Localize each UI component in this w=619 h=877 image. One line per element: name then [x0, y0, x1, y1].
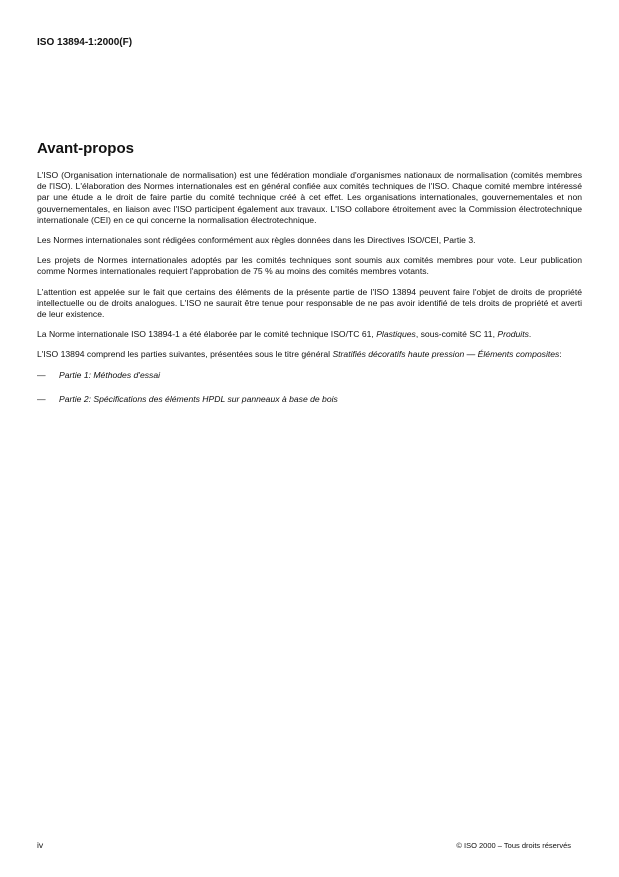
parts-intro-colon: : — [559, 349, 562, 360]
part-label: Partie 2: Spécifications des éléments HPDL sur panneaux à base de bois — [59, 393, 338, 404]
section-title: Avant-propos — [37, 140, 134, 157]
list-item — [37, 394, 582, 405]
committee-text-2: , sous-comité SC 11, — [415, 329, 498, 340]
paragraph-parts-intro — [37, 349, 582, 360]
paragraph-committee — [37, 329, 582, 340]
dash-bullet-icon: — — [37, 369, 46, 380]
general-title: Stratifiés décoratifs haute pression — Éléments composites — [332, 349, 560, 360]
paragraph-patent-rights: L'attention est appelée sur le fait que certains des éléments de la présente partie de l'ISO 13894 peuvent faire l'objet de droits de propriété intellectuelle ou de droits analogues. L'ISO ne saurait être tenue pour responsable de ne pas avoir identifié de tels droits de propriété et averti de leur existence. — [37, 286, 582, 320]
paragraph-directives: Les Normes internationales sont rédigées conformément aux règles données dans les Directives ISO/CEI, Partie 3. — [37, 235, 476, 246]
document-id-header: ISO 13894-1:2000(F) — [37, 37, 133, 48]
paragraph-voting: Les projets de Normes internationales adoptés par les comités techniques sont soumis aux comités membres pour vote. Leur publication comme Normes internationales requiert l'approbation de 75 % au moins des comités membres votants. — [37, 255, 582, 277]
parts-list — [37, 370, 582, 405]
committee-text-3: . — [528, 329, 532, 340]
dash-bullet-icon: — — [37, 393, 46, 404]
committee-name: Plastiques — [376, 329, 416, 340]
paragraph-iso-intro: L'ISO (Organisation internationale de normalisation) est une fédération mondiale d'organismes nationaux de normalisation (comités membres de l'ISO). L'élaboration des Normes internationales est en général confiée aux comités techniques de l'ISO. Chaque comité membre intéressé par une étude a le droit de faire partie du comité technique créé à cet effet. Les organisations internationales, gouvernementales et non gouvernementales, en liaison avec l'ISO participent également aux travaux. L'ISO collabore étroitement avec la Commission électrotechnique internationale (CEI) en ce qui concerne la normalisation électrotechnique. — [37, 170, 582, 225]
committee-text-1: La Norme internationale ISO 13894-1 a été élaborée par le comité technique ISO/TC 61, — [37, 329, 377, 340]
copyright-notice: © ISO 2000 – Tous droits réservés — [456, 841, 571, 850]
part-label: Partie 1: Méthodes d'essai — [59, 369, 161, 380]
foreword-body — [37, 170, 582, 418]
subcommittee-name: Produits — [497, 329, 529, 340]
parts-intro-text: L'ISO 13894 comprend les parties suivantes, présentées sous le titre général — [37, 349, 333, 360]
list-item — [37, 370, 582, 381]
page-number: iv — [37, 840, 44, 850]
